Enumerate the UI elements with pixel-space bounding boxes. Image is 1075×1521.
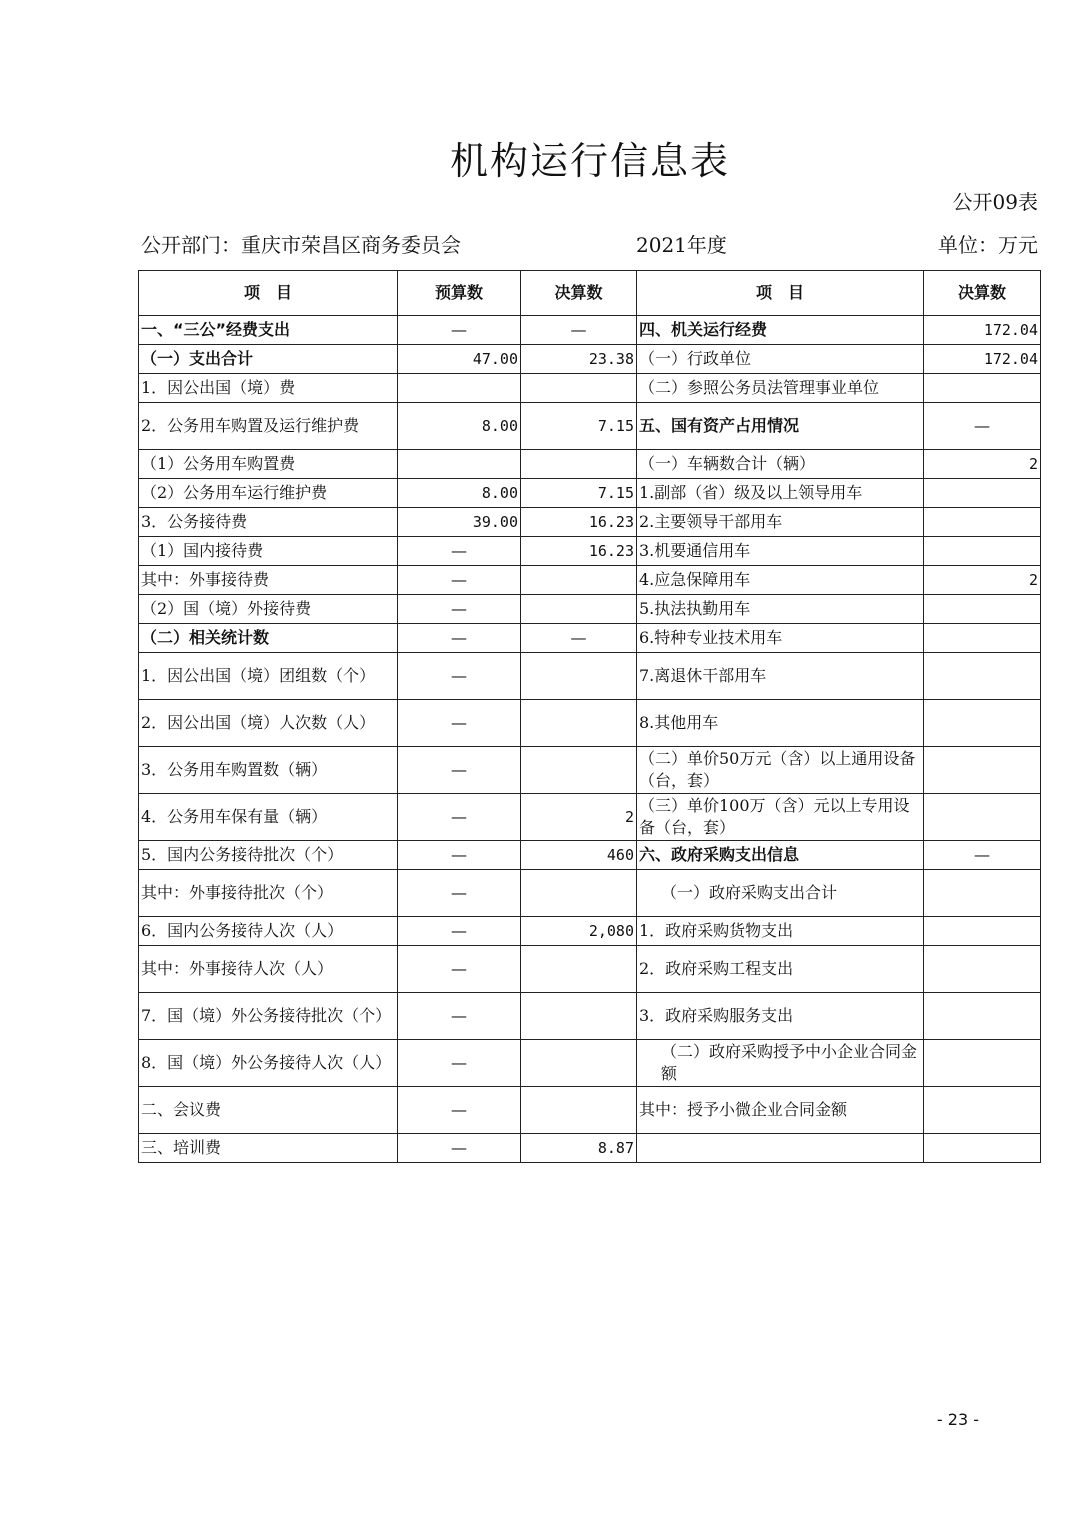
- cell-final-right: [924, 595, 1041, 624]
- table-row: [139, 841, 1041, 870]
- cell-final-right: [924, 747, 1041, 794]
- cell-item: 3．公务用车购置数（辆）: [139, 747, 398, 794]
- table-row: [139, 316, 1041, 345]
- cell-item: （1）国内接待费: [139, 537, 398, 566]
- cell-item-right: 六、政府采购支出信息: [637, 841, 924, 870]
- cell-item: （1）公务用车购置费: [139, 450, 398, 479]
- cell-budget: —: [398, 1134, 521, 1163]
- header-final-right: 决算数: [924, 271, 1041, 316]
- cell-item: 5．国内公务接待批次（个）: [139, 841, 398, 870]
- cell-final: 7.15: [521, 479, 637, 508]
- cell-item: 2．因公出国（境）人次数（人）: [139, 700, 398, 747]
- cell-item-right: 3．政府采购服务支出: [637, 993, 924, 1040]
- cell-final-right: [924, 374, 1041, 403]
- cell-final: 2,080: [521, 917, 637, 946]
- cell-budget: —: [398, 747, 521, 794]
- cell-item: （二）相关统计数: [139, 624, 398, 653]
- cell-final: [521, 595, 637, 624]
- cell-final: [521, 450, 637, 479]
- cell-budget: —: [398, 700, 521, 747]
- table-row: [139, 403, 1041, 450]
- cell-budget: —: [398, 946, 521, 993]
- table-row: [139, 870, 1041, 917]
- table-row: [139, 700, 1041, 747]
- cell-item: 3．公务接待费: [139, 508, 398, 537]
- header-budget: 预算数: [398, 271, 521, 316]
- cell-final: —: [521, 624, 637, 653]
- table-row: [139, 1087, 1041, 1134]
- cell-final: [521, 946, 637, 993]
- cell-item: 2．公务用车购置及运行维护费: [139, 403, 398, 450]
- cell-item-right: 五、国有资产占用情况: [637, 403, 924, 450]
- cell-final: 8.87: [521, 1134, 637, 1163]
- cell-item-right: （二）单价50万元（含）以上通用设备（台，套）: [637, 747, 924, 794]
- table-row: [139, 747, 1041, 794]
- cell-final-right: [924, 624, 1041, 653]
- cell-final-right: 172.04: [924, 316, 1041, 345]
- table-row: [139, 1134, 1041, 1163]
- cell-budget: [398, 374, 521, 403]
- cell-final-right: [924, 1040, 1041, 1087]
- cell-final-right: [924, 946, 1041, 993]
- cell-budget: —: [398, 316, 521, 345]
- cell-item-right: 其中：授予小微企业合同金额: [637, 1087, 924, 1134]
- cell-budget: —: [398, 624, 521, 653]
- cell-item-right: 6.特种专业技术用车: [637, 624, 924, 653]
- cell-final-right: —: [924, 841, 1041, 870]
- cell-item-right: 8.其他用车: [637, 700, 924, 747]
- cell-item: 一、“三公”经费支出: [139, 316, 398, 345]
- cell-item: （2）公务用车运行维护费: [139, 479, 398, 508]
- cell-final: [521, 1040, 637, 1087]
- cell-budget: —: [398, 794, 521, 841]
- cell-item-right: 1.副部（省）级及以上领导用车: [637, 479, 924, 508]
- cell-final-right: [924, 508, 1041, 537]
- cell-item-right: 5.执法执勤用车: [637, 595, 924, 624]
- cell-item-right: 2.主要领导干部用车: [637, 508, 924, 537]
- cell-budget: 8.00: [398, 479, 521, 508]
- cell-item-right: 四、机关运行经费: [637, 316, 924, 345]
- cell-item-right: （一）行政单位: [637, 345, 924, 374]
- department-label: 公开部门：重庆市荣昌区商务委员会: [141, 233, 461, 257]
- cell-final: 7.15: [521, 403, 637, 450]
- table-row: [139, 566, 1041, 595]
- table-row: [139, 537, 1041, 566]
- cell-final: [521, 653, 637, 700]
- table-row: [139, 624, 1041, 653]
- cell-final: 460: [521, 841, 637, 870]
- cell-item-right: （二）参照公务员法管理事业单位: [637, 374, 924, 403]
- table-row: [139, 917, 1041, 946]
- cell-item: 8．国（境）外公务接待人次（人）: [139, 1040, 398, 1087]
- cell-item-right: （二）政府采购授予中小企业合同金额: [637, 1040, 924, 1087]
- operation-info-table: [138, 270, 1041, 1163]
- cell-budget: 8.00: [398, 403, 521, 450]
- cell-item: 其中：外事接待人次（人）: [139, 946, 398, 993]
- table-row: [139, 595, 1041, 624]
- table-row: [139, 450, 1041, 479]
- cell-item: 4．公务用车保有量（辆）: [139, 794, 398, 841]
- cell-item-right: （一）政府采购支出合计: [637, 870, 924, 917]
- cell-item-right: [637, 1134, 924, 1163]
- cell-final: 23.38: [521, 345, 637, 374]
- cell-final-right: [924, 537, 1041, 566]
- cell-item: 三、培训费: [139, 1134, 398, 1163]
- cell-final: [521, 870, 637, 917]
- cell-budget: —: [398, 841, 521, 870]
- cell-final: 16.23: [521, 508, 637, 537]
- cell-final: [521, 993, 637, 1040]
- cell-item: 其中：外事接待批次（个）: [139, 870, 398, 917]
- cell-final: 16.23: [521, 537, 637, 566]
- cell-budget: —: [398, 870, 521, 917]
- table-row: [139, 794, 1041, 841]
- cell-final-right: [924, 1087, 1041, 1134]
- cell-final-right: [924, 794, 1041, 841]
- header-item-left: 项 目: [139, 271, 398, 316]
- cell-item: （2）国（境）外接待费: [139, 595, 398, 624]
- cell-budget: —: [398, 917, 521, 946]
- cell-final: 2: [521, 794, 637, 841]
- cell-final-right: 2: [924, 450, 1041, 479]
- cell-item: 1．因公出国（境）团组数（个）: [139, 653, 398, 700]
- cell-item-right: （一）车辆数合计（辆）: [637, 450, 924, 479]
- cell-budget: —: [398, 653, 521, 700]
- cell-final-right: [924, 479, 1041, 508]
- cell-item: 7．国（境）外公务接待批次（个）: [139, 993, 398, 1040]
- cell-budget: [398, 450, 521, 479]
- cell-budget: —: [398, 1040, 521, 1087]
- cell-budget: —: [398, 595, 521, 624]
- cell-budget: —: [398, 537, 521, 566]
- cell-item: 其中：外事接待费: [139, 566, 398, 595]
- table-row: [139, 508, 1041, 537]
- form-number: 公开09表: [952, 190, 1038, 214]
- table-row: [139, 374, 1041, 403]
- cell-item-right: 7.离退休干部用车: [637, 653, 924, 700]
- table-row: [139, 946, 1041, 993]
- table-row: [139, 1040, 1041, 1087]
- cell-final: —: [521, 316, 637, 345]
- page-title: 机构运行信息表: [449, 139, 730, 183]
- cell-item: （一）支出合计: [139, 345, 398, 374]
- cell-budget: 39.00: [398, 508, 521, 537]
- header-final-left: 决算数: [521, 271, 637, 316]
- cell-item: 1．因公出国（境）费: [139, 374, 398, 403]
- cell-final-right: [924, 700, 1041, 747]
- table-row: [139, 345, 1041, 374]
- header-item-right: 项 目: [637, 271, 924, 316]
- cell-item: 二、会议费: [139, 1087, 398, 1134]
- cell-item-right: 4.应急保障用车: [637, 566, 924, 595]
- cell-final-right: [924, 870, 1041, 917]
- cell-item-right: 1．政府采购货物支出: [637, 917, 924, 946]
- cell-final: [521, 374, 637, 403]
- cell-budget: —: [398, 1087, 521, 1134]
- cell-budget: —: [398, 993, 521, 1040]
- cell-budget: 47.00: [398, 345, 521, 374]
- table-row: [139, 653, 1041, 700]
- cell-item-right: 2．政府采购工程支出: [637, 946, 924, 993]
- cell-final: [521, 566, 637, 595]
- table-header-row: [139, 271, 1041, 316]
- cell-final-right: 2: [924, 566, 1041, 595]
- cell-final: [521, 700, 637, 747]
- fiscal-year: 2021年度: [636, 233, 727, 257]
- cell-item-right: （三）单价100万（含）元以上专用设备（台，套）: [637, 794, 924, 841]
- cell-final-right: —: [924, 403, 1041, 450]
- cell-final-right: [924, 653, 1041, 700]
- cell-final: [521, 747, 637, 794]
- table-row: [139, 993, 1041, 1040]
- cell-budget: —: [398, 566, 521, 595]
- cell-item: 6．国内公务接待人次（人）: [139, 917, 398, 946]
- cell-final-right: [924, 917, 1041, 946]
- cell-final: [521, 1087, 637, 1134]
- cell-final-right: [924, 993, 1041, 1040]
- cell-final-right: [924, 1134, 1041, 1163]
- cell-final-right: 172.04: [924, 345, 1041, 374]
- table-row: [139, 479, 1041, 508]
- currency-unit: 单位：万元: [938, 233, 1038, 257]
- page-number: - 23 -: [936, 1410, 979, 1429]
- cell-item-right: 3.机要通信用车: [637, 537, 924, 566]
